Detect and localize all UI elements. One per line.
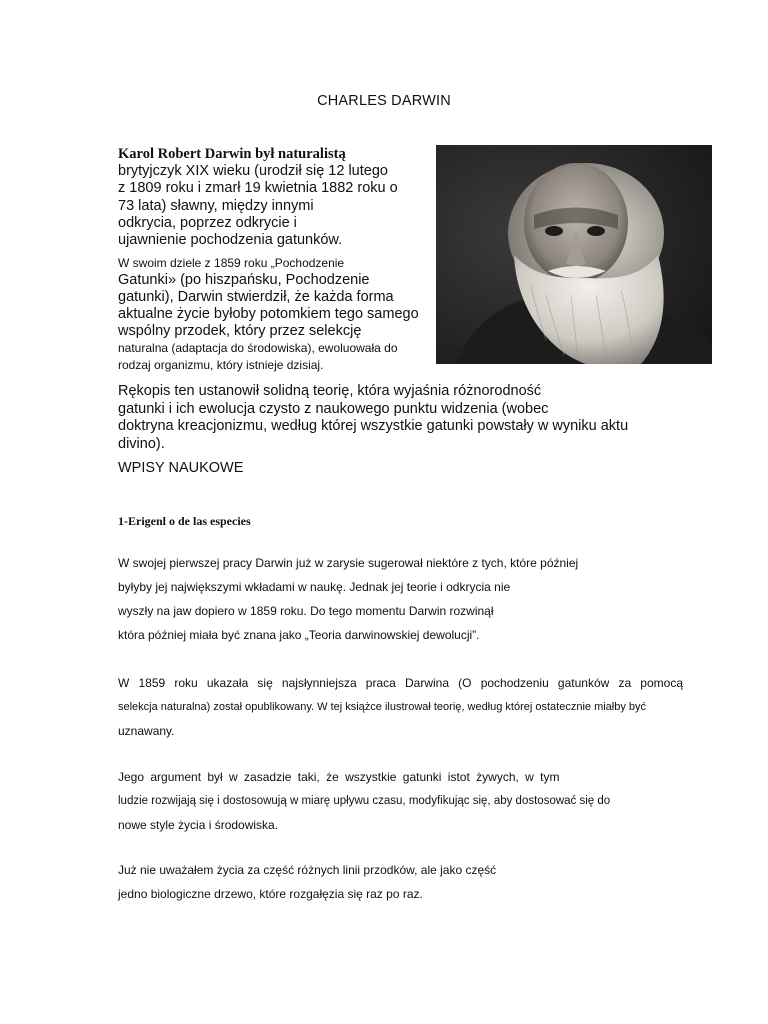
body-line: nowe style życia i środowiska.	[118, 818, 279, 832]
origin-line: W swoim dziele z 1859 roku „Pochodzenie	[118, 256, 345, 270]
intro-line: odkrycia, poprzez odkrycie i	[118, 214, 297, 231]
body-line: Jego argument był w zasadzie taki, że wszystkie gatunki istot żywych, w tym	[118, 770, 560, 784]
subheading: 1-Erigenl o de las especies	[118, 514, 251, 528]
body-line: Już nie uważałem życia za część różnych linii przodków, ale jako część	[118, 863, 497, 877]
body-paragraph-1	[118, 551, 683, 647]
page-title: CHARLES DARWIN	[317, 93, 451, 109]
body-line: ludzie rozwijają się i dostosowują w miarę upływu czasu, modyfikując się, aby dostosować się do	[118, 795, 611, 807]
darwin-portrait	[436, 145, 712, 364]
origin-line: rodzaj organizmu, który istnieje dzisiaj.	[118, 358, 324, 372]
body-line: jedno biologiczne drzewo, które rozgałęzia się raz po raz.	[118, 887, 423, 901]
body-line: W 1859 roku ukazała się najsłynniejsza praca Darwina (O pochodzeniu gatunków za pomocą	[118, 676, 683, 690]
manuscript-paragraph	[118, 383, 678, 453]
body-line: która później miała być znana jako „Teoria darwinowskiej dewolucji”.	[118, 628, 480, 642]
origin-line: gatunki), Darwin stwierdził, że każda forma	[118, 289, 394, 305]
manuscript-line: Rękopis ten ustanowił solidną teorię, która wyjaśnia różnorodność	[118, 383, 542, 399]
body-line: selekcja naturalna) został opublikowany. W tej książce ilustrował teorię, według której ostatecznie miałby być	[118, 701, 647, 713]
manuscript-line: divino).	[118, 435, 165, 452]
intro-paragraph	[118, 146, 433, 249]
intro-line: ujawnienie pochodzenia gatunków.	[118, 232, 343, 249]
body-paragraph-4	[118, 858, 683, 906]
section-heading: WPISY NAUKOWE	[118, 460, 244, 476]
origin-line: aktualne życie byłoby potomkiem tego samego	[118, 306, 419, 322]
intro-bold-line: Karol Robert Darwin był naturalistą	[118, 146, 346, 162]
body-paragraph-3	[118, 765, 683, 837]
body-line: W swojej pierwszej pracy Darwin już w zarysie sugerował niektóre z tych, które później	[118, 556, 579, 570]
origin-line: Gatunki» (po hiszpańsku, Pochodzenie	[118, 272, 370, 288]
manuscript-line: doktryna kreacjonizmu, według której wszystkie gatunki powstały w wyniku aktu	[118, 418, 629, 434]
origin-line: wspólny przodek, który przez selekcję	[118, 323, 362, 339]
intro-line: 73 lata) sławny, między innymi	[118, 197, 314, 214]
body-line: byłyby jej największymi wkładami w naukę. Jednak jej teorie i odkrycia nie	[118, 580, 511, 594]
intro-line: brytyjczyk XIX wieku (urodził się 12 lutego	[118, 163, 388, 180]
body-paragraph-2	[118, 671, 683, 743]
body-line: wyszły na jaw dopiero w 1859 roku. Do tego momentu Darwin rozwinął	[118, 604, 494, 618]
manuscript-line: gatunki i ich ewolucja czysto z naukowego punktu widzenia (wobec	[118, 400, 549, 417]
origin-paragraph	[118, 255, 448, 374]
portrait-photo-icon	[436, 145, 712, 364]
body-line: uznawany.	[118, 724, 175, 738]
intro-line: z 1809 roku i zmarł 19 kwietnia 1882 roku o	[118, 180, 398, 197]
origin-line: naturalna (adaptacja do środowiska), ewoluowała do	[118, 341, 398, 355]
